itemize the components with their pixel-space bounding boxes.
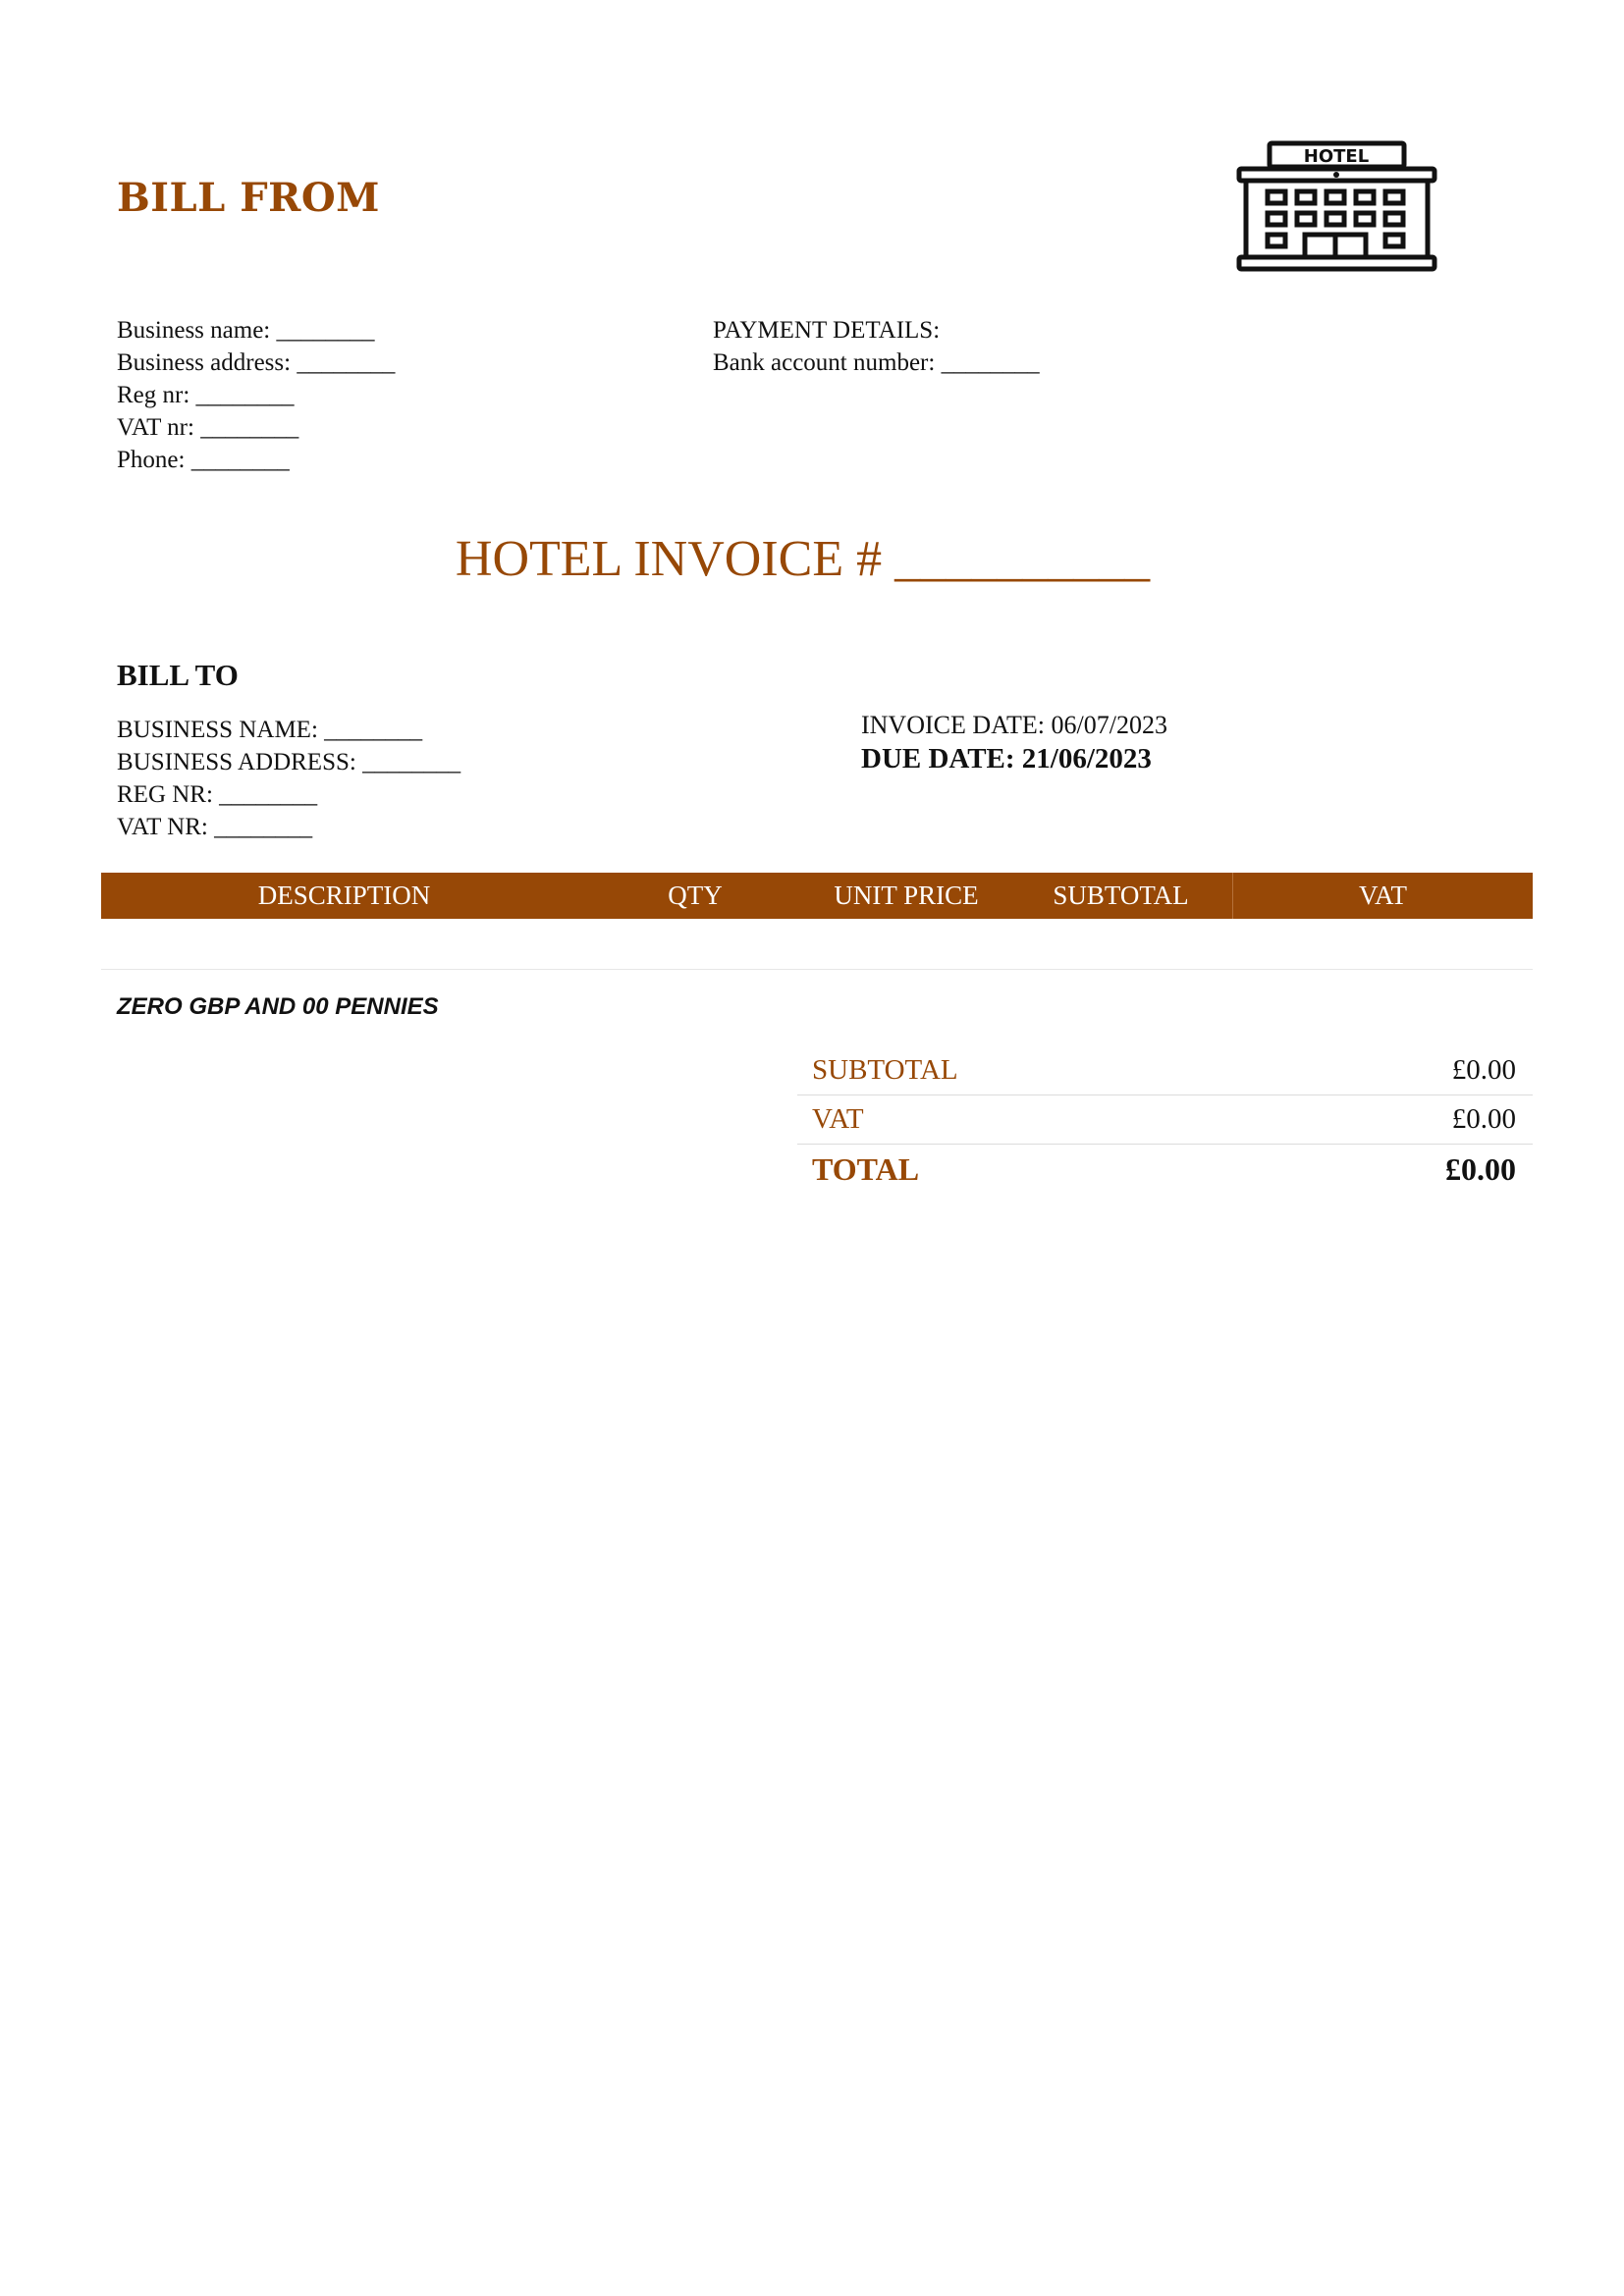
col-vat: VAT	[1358, 881, 1408, 910]
business-address-line: Business address: ________	[117, 349, 396, 376]
total-value: £0.00	[1445, 1151, 1516, 1187]
invoice-date: INVOICE DATE: 06/07/2023	[861, 711, 1167, 739]
logo-label: HOTEL	[1303, 146, 1370, 167]
client-vat-nr-line: VAT NR: ________	[117, 814, 313, 840]
vat-nr-line: VAT nr: ________	[117, 414, 299, 441]
due-date: DUE DATE: 21/06/2023	[861, 743, 1152, 774]
invoice-title: HOTEL INVOICE # __________	[455, 531, 1151, 587]
phone-line: Phone: ________	[117, 447, 290, 473]
col-qty: QTY	[668, 881, 723, 910]
bill-to-title: BILL TO	[117, 658, 239, 692]
client-business-address-line: BUSINESS ADDRESS: ________	[117, 749, 461, 775]
client-business-name-line: BUSINESS NAME: ________	[117, 717, 423, 743]
amount-in-words: ZERO GBP AND 00 PENNIES	[117, 993, 439, 1020]
items-table-header	[101, 873, 1533, 919]
payment-details-title: PAYMENT DETAILS:	[713, 317, 941, 344]
subtotal-label: SUBTOTAL	[812, 1054, 958, 1086]
col-description: DESCRIPTION	[257, 881, 431, 910]
bill-from-title: BILL FROM	[117, 175, 380, 221]
table-bottom-rule	[101, 969, 1533, 970]
total-row	[797, 1145, 1533, 1196]
vat-value: £0.00	[1451, 1103, 1516, 1135]
bill-from-fields	[117, 314, 395, 476]
bank-account-line: Bank account number: ________	[713, 349, 1040, 376]
col-unit-price: UNIT PRICE	[834, 881, 979, 910]
vat-label: VAT	[812, 1103, 864, 1135]
subtotal-value: £0.00	[1451, 1054, 1516, 1086]
business-name-line: Business name: ________	[117, 317, 375, 344]
hotel-building-icon	[1236, 139, 1437, 273]
totals-summary	[797, 1046, 1533, 1196]
subtotal-row	[797, 1046, 1533, 1095]
invoice-dates	[861, 709, 1167, 775]
col-subtotal: SUBTOTAL	[1053, 881, 1189, 910]
payment-details	[713, 314, 1040, 379]
client-reg-nr-line: REG NR: ________	[117, 781, 318, 808]
total-label: TOTAL	[812, 1151, 920, 1187]
reg-nr-line: Reg nr: ________	[117, 382, 295, 408]
bill-to-fields	[117, 714, 460, 843]
vat-row	[797, 1095, 1533, 1145]
